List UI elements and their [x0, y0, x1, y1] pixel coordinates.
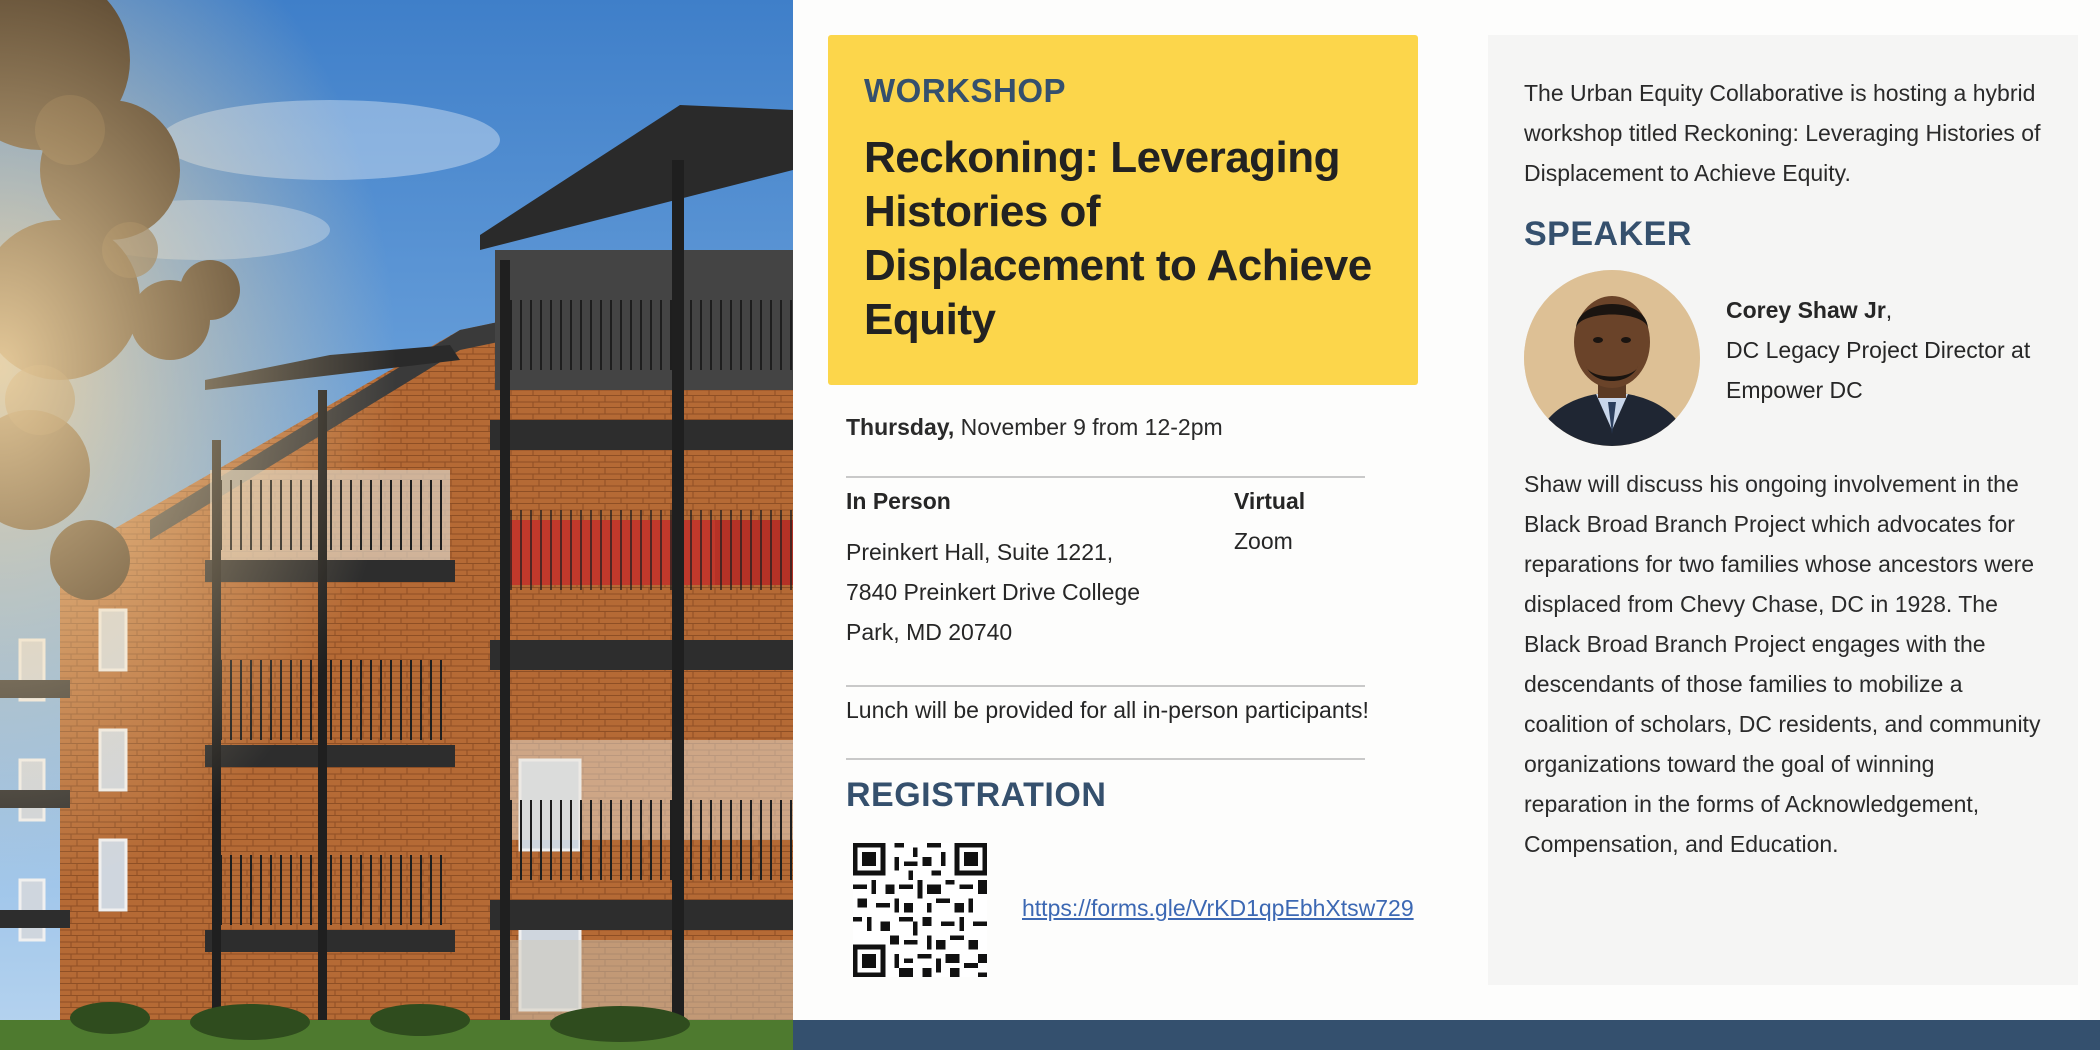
- event-day: Thursday,: [846, 414, 955, 440]
- divider: [846, 685, 1365, 687]
- address-line: Park, MD 20740: [846, 619, 1013, 645]
- speaker-name: Corey Shaw Jr: [1726, 297, 1886, 323]
- speaker-portrait: [1524, 270, 1700, 446]
- info-panel: [1488, 35, 2078, 985]
- building-photo: [0, 0, 793, 1050]
- registration-link[interactable]: https://forms.gle/VrKD1qpEbhXtsw729: [1022, 895, 1414, 921]
- address-line: Preinkert Hall, Suite 1221,: [846, 539, 1114, 565]
- speaker-heading: SPEAKER: [1524, 215, 1692, 253]
- virtual-label: Virtual: [1234, 488, 1306, 514]
- registration-heading: REGISTRATION: [846, 776, 1107, 814]
- speaker-organization: Empower DC: [1726, 377, 1863, 403]
- venue-address: [846, 532, 1176, 652]
- event-title: Reckoning: Leveraging Histories of Displacement to Achieve Equity: [864, 133, 1372, 345]
- address-line: 7840 Preinkert Drive College: [846, 579, 1141, 605]
- event-intro: The Urban Equity Collaborative is hosting a hybrid workshop titled Reckoning: Leveraging Histories of Displacement to Achieve Equity.: [1524, 80, 2041, 186]
- speaker-bio: Shaw will discuss his ongoing involvement in the Black Broad Branch Project which advocates for reparations for two families whose ancestors were displaced from Chevy Chase, DC in 1928. The Black Broad Branch Project engages with the descendants of those families to mobilize a coalition of scholars, DC residents, and community organizations toward the goal of winning reparation in the forms of Acknowledgement, Compensation, and Education.: [1524, 471, 2041, 857]
- divider: [846, 476, 1365, 478]
- divider: [846, 758, 1365, 760]
- avatar: [1524, 270, 1700, 446]
- lunch-note: Lunch will be provided for all in-person participants!: [846, 697, 1369, 723]
- speaker-info: [1726, 290, 2030, 410]
- speaker-card: [1524, 270, 2042, 450]
- speaker-name-suffix: ,: [1885, 297, 1893, 323]
- event-datetime: [846, 414, 1223, 441]
- event-type-label: WORKSHOP: [864, 72, 1066, 109]
- title-card: [828, 35, 1418, 385]
- event-date-time: November 9 from 12-2pm: [954, 414, 1223, 440]
- building-photo-illustration: [0, 0, 793, 1050]
- virtual-platform: Zoom: [1234, 528, 1293, 554]
- in-person-label: In Person: [846, 488, 951, 514]
- qr-code-icon[interactable]: [853, 843, 987, 977]
- speaker-title: DC Legacy Project Director at: [1726, 337, 2031, 363]
- footer-bar: [793, 1020, 2100, 1050]
